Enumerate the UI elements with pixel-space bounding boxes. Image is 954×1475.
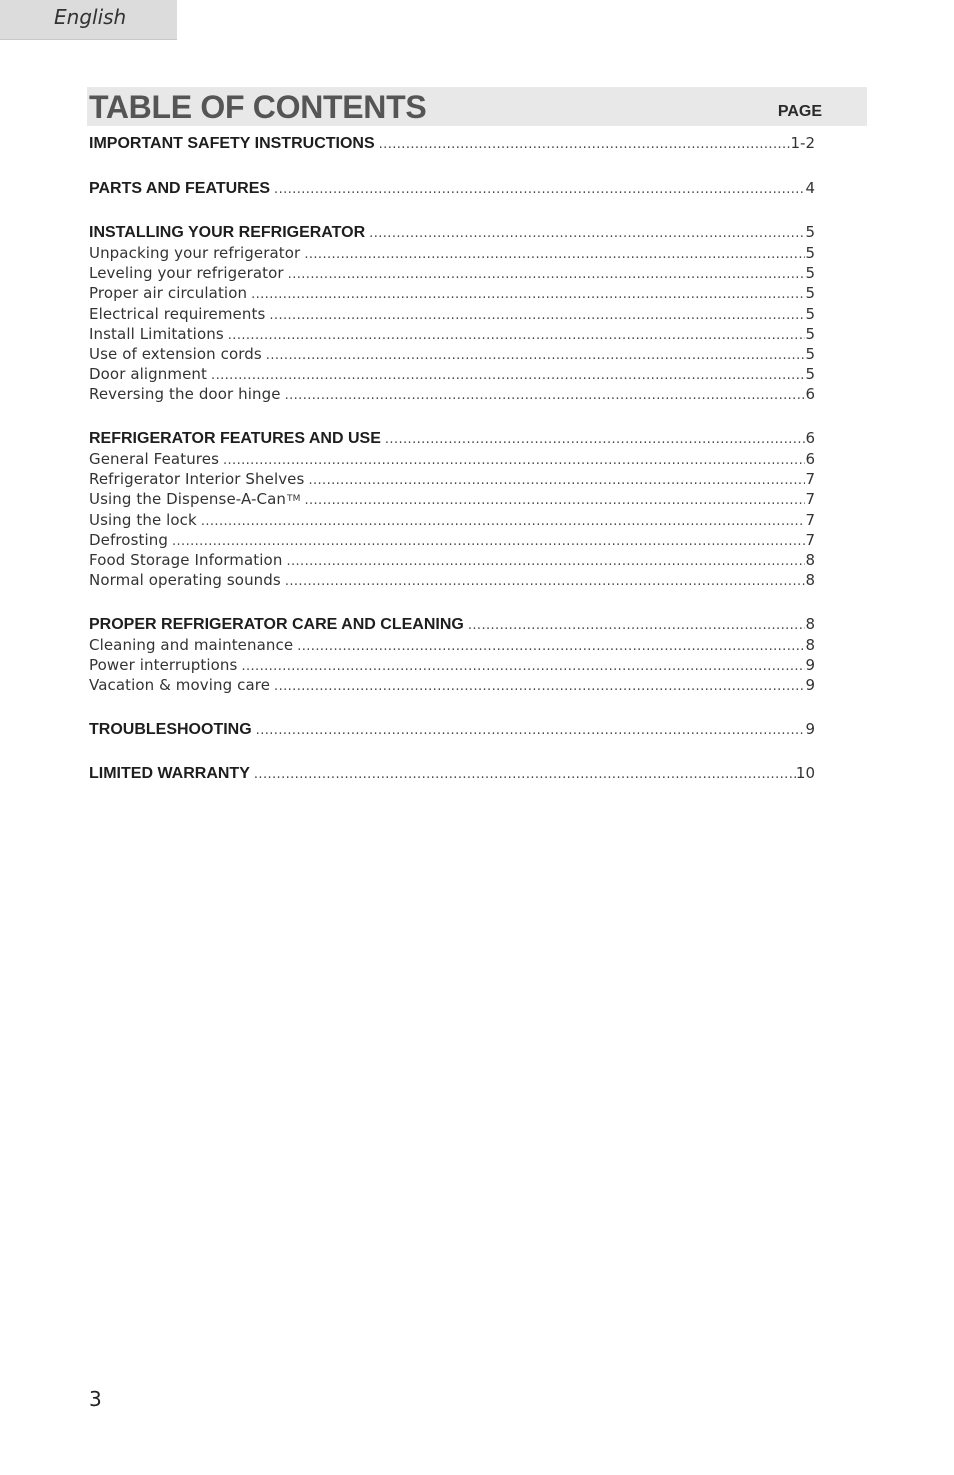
section-page: 6 [805, 429, 815, 447]
entry-label-text: Power interruptions [89, 656, 238, 674]
section-title: REFRIGERATOR FEATURES AND USE [89, 430, 381, 447]
toc-entry[interactable] [89, 469, 815, 489]
dot-leader [254, 764, 796, 784]
dot-leader [211, 366, 805, 384]
section-title: TROUBLESHOOTING [89, 720, 252, 738]
entry-page: 8 [805, 635, 815, 654]
entry-label-text: Cleaning and maintenance [89, 635, 294, 654]
toc-section [89, 763, 815, 784]
section-title: PROPER REFRIGERATOR CARE AND CLEANING [89, 615, 464, 633]
entry-page: 7 [805, 470, 815, 489]
entry-label [89, 530, 172, 550]
toc-entry[interactable] [89, 304, 815, 324]
dot-leader [468, 615, 806, 635]
entry-page: 5 [805, 244, 815, 262]
dot-leader [285, 572, 806, 590]
entry-label-text: Normal operating sounds [89, 571, 281, 590]
section-title: LIMITED WARRANTY [89, 765, 250, 783]
dot-leader [241, 657, 805, 675]
dot-leader [274, 179, 805, 199]
entry-label [89, 570, 285, 590]
section-page: 4 [805, 178, 815, 197]
page-column-label: PAGE [777, 103, 822, 120]
dot-leader [256, 720, 806, 740]
entry-label [89, 550, 286, 570]
toc-entry[interactable] [89, 675, 815, 695]
section-title: IMPORTANT SAFETY INSTRUCTIONS [89, 135, 375, 152]
entry-page: 8 [805, 550, 815, 569]
entry-label-text: Defrosting [89, 530, 168, 549]
entry-label-text: Using the Dispense-A-Can [89, 490, 286, 509]
toc-section [89, 614, 815, 696]
dot-leader [369, 223, 805, 243]
toc-section-heading[interactable] [89, 133, 815, 154]
entry-label [89, 384, 285, 404]
dot-leader [288, 265, 806, 283]
entry-label-text: Door alignment [89, 365, 208, 384]
dot-leader [274, 677, 805, 695]
entry-label-text: Vacation & moving care [89, 676, 271, 695]
entry-page: 7 [805, 530, 815, 549]
entry-label [89, 635, 297, 655]
entry-label [89, 304, 269, 324]
entry-label-text: Electrical requirements [89, 304, 266, 323]
section-page: 5 [805, 223, 815, 241]
dot-leader [385, 429, 806, 449]
toc-entry[interactable] [89, 283, 815, 303]
entry-page: 5 [805, 304, 815, 323]
toc-section-heading[interactable] [89, 719, 815, 740]
entry-label-text: Install Limitations [89, 324, 224, 343]
dot-leader [304, 491, 805, 509]
toc-header-bar [87, 87, 867, 126]
entry-page: 6 [805, 450, 815, 468]
entry-label-text: Using the lock [89, 510, 197, 529]
entry-label [89, 263, 288, 283]
toc-entry[interactable] [89, 449, 815, 469]
table-of-contents [89, 133, 815, 808]
toc-section-heading[interactable] [89, 178, 815, 199]
entry-page: 8 [805, 571, 815, 590]
entry-label-text: Unpacking your refrigerator [89, 244, 301, 262]
section-page: 8 [805, 614, 815, 633]
toc-entry[interactable] [89, 364, 815, 384]
entry-label [89, 655, 241, 675]
toc-entry[interactable] [89, 344, 815, 364]
toc-section [89, 719, 815, 740]
dot-leader [228, 326, 806, 344]
trademark-mark: TM [286, 494, 301, 505]
toc-section-heading[interactable] [89, 763, 815, 784]
toc-entry[interactable] [89, 635, 815, 655]
toc-section [89, 133, 815, 154]
entry-page: 9 [805, 656, 815, 674]
toc-section [89, 428, 815, 590]
entry-label [89, 469, 308, 489]
entry-label [89, 489, 304, 509]
section-title: PARTS AND FEATURES [89, 179, 271, 197]
toc-section-heading[interactable] [89, 428, 815, 449]
entry-label [89, 510, 201, 530]
toc-entry[interactable] [89, 570, 815, 590]
entry-label-text: Reversing the door hinge [89, 385, 281, 404]
entry-label-text: General Features [89, 450, 219, 468]
toc-entry[interactable] [89, 324, 815, 344]
toc-entry[interactable] [89, 550, 815, 570]
toc-entry[interactable] [89, 510, 815, 530]
entry-page: 5 [805, 344, 815, 363]
section-page: 9 [805, 719, 815, 738]
entry-page: 7 [805, 510, 815, 529]
language-label: English [54, 5, 127, 29]
entry-label-text: Proper air circulation [89, 284, 248, 303]
entry-label-text: Food Storage Information [89, 550, 283, 569]
toc-section [89, 178, 815, 199]
entry-label [89, 364, 211, 384]
dot-leader [201, 512, 806, 530]
toc-entry[interactable] [89, 384, 815, 404]
toc-section-heading[interactable] [89, 614, 815, 635]
entry-label [89, 449, 223, 469]
toc-entry[interactable] [89, 243, 815, 263]
section-title: INSTALLING YOUR REFRIGERATOR [89, 224, 366, 241]
dot-leader [304, 245, 805, 263]
entry-page: 5 [805, 365, 815, 384]
section-page: 10 [795, 764, 815, 783]
dot-leader [172, 532, 805, 550]
entry-page: 6 [805, 385, 815, 404]
entry-label [89, 344, 266, 364]
dot-leader [285, 386, 806, 404]
dot-leader [297, 637, 805, 655]
page-title: TABLE OF CONTENTS [89, 89, 427, 125]
toc-entry[interactable] [89, 489, 815, 509]
dot-leader [266, 346, 806, 364]
toc-entry[interactable] [89, 655, 815, 675]
entry-page: 5 [805, 264, 815, 283]
language-tab [0, 0, 177, 40]
toc-entry[interactable] [89, 263, 815, 283]
entry-label-text: Use of extension cords [89, 344, 262, 363]
entry-page: 5 [805, 324, 815, 343]
entry-label [89, 324, 228, 344]
entry-page: 9 [805, 676, 815, 695]
dot-leader [308, 471, 805, 489]
dot-leader [251, 285, 805, 303]
entry-label [89, 675, 274, 695]
entry-label-text: Refrigerator Interior Shelves [89, 470, 305, 489]
entry-page: 7 [805, 490, 815, 509]
page-number: 3 [89, 1387, 102, 1411]
dot-leader [379, 134, 791, 154]
dot-leader [223, 451, 805, 469]
entry-label [89, 283, 251, 303]
toc-section-heading[interactable] [89, 222, 815, 243]
dot-leader [269, 306, 805, 324]
entry-label [89, 243, 304, 263]
toc-section [89, 222, 815, 405]
entry-page: 5 [805, 284, 815, 303]
section-page: 1-2 [790, 134, 815, 152]
dot-leader [286, 552, 805, 570]
toc-entry[interactable] [89, 530, 815, 550]
entry-label-text: Leveling your refrigerator [89, 264, 284, 283]
